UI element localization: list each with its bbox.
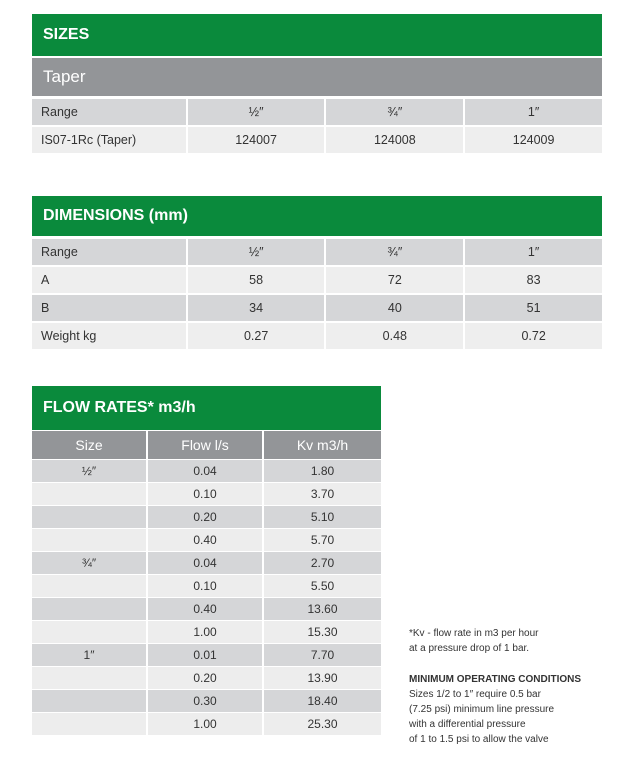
table-cell: [32, 506, 146, 528]
header-cell: Range: [32, 99, 186, 125]
table-cell: [32, 483, 146, 505]
table-cell: [32, 713, 146, 735]
table-row: [32, 644, 381, 666]
table-cell: 40: [326, 295, 463, 321]
operating-conditions-heading: MINIMUM OPERATING CONDITIONS: [409, 674, 582, 685]
footnote: [409, 626, 539, 656]
table-cell: 124007: [188, 127, 325, 153]
header-cell: 1″: [465, 239, 602, 265]
table-header-row: [32, 431, 381, 459]
table-row: [32, 483, 381, 505]
table-cell: 7.70: [264, 644, 381, 666]
table-cell: 0.30: [148, 690, 262, 712]
table-cell: 58: [188, 267, 325, 293]
table-cell: 5.10: [264, 506, 381, 528]
table-row: [32, 295, 602, 321]
operating-conditions-line: (7.25 psi) minimum line pressure: [409, 704, 555, 715]
table-row: [32, 529, 381, 551]
dimensions-title: DIMENSIONS (mm): [32, 196, 602, 236]
table-cell: 0.04: [148, 460, 262, 482]
operating-conditions-line: Sizes 1/2 to 1″ require 0.5 bar: [409, 689, 541, 700]
header-cell: ¾″: [326, 239, 463, 265]
table-cell: 1.80: [264, 460, 381, 482]
table-row: [32, 598, 381, 620]
table-cell: 25.30: [264, 713, 381, 735]
table-cell: [32, 667, 146, 689]
table-row: [32, 506, 381, 528]
table-cell: 0.20: [148, 506, 262, 528]
header-cell: Kv m3/h: [264, 431, 381, 459]
table-cell: 0.04: [148, 552, 262, 574]
table-row: [32, 575, 381, 597]
table-cell: 2.70: [264, 552, 381, 574]
table-row: [32, 690, 381, 712]
header-cell: ½″: [188, 99, 325, 125]
header-cell: Flow l/s: [148, 431, 262, 459]
table-cell: ¾″: [32, 552, 146, 574]
operating-conditions-line: with a differential pressure: [409, 719, 526, 730]
sizes-table: [30, 97, 604, 155]
table-cell: 18.40: [264, 690, 381, 712]
footnote-line: at a pressure drop of 1 bar.: [409, 643, 530, 654]
table-cell: 51: [465, 295, 602, 321]
table-cell: 5.70: [264, 529, 381, 551]
table-cell: 0.01: [148, 644, 262, 666]
header-cell: ½″: [188, 239, 325, 265]
table-cell: 5.50: [264, 575, 381, 597]
table-cell: [32, 575, 146, 597]
table-cell: 0.10: [148, 483, 262, 505]
table-row: [32, 667, 381, 689]
table-cell: 1.00: [148, 713, 262, 735]
table-cell: 3.70: [264, 483, 381, 505]
table-row: [32, 713, 381, 735]
table-cell: 15.30: [264, 621, 381, 643]
table-cell: 0.27: [188, 323, 325, 349]
operating-conditions-line: of 1 to 1.5 psi to allow the valve: [409, 734, 549, 745]
table-cell: 13.90: [264, 667, 381, 689]
table-cell: [32, 529, 146, 551]
header-cell: ¾″: [326, 99, 463, 125]
sizes-subtitle: Taper: [32, 58, 602, 96]
table-cell: 0.40: [148, 529, 262, 551]
table-row: [32, 552, 381, 574]
table-header-row: [32, 99, 602, 125]
table-cell: A: [32, 267, 186, 293]
table-row: [32, 267, 602, 293]
table-cell: 0.40: [148, 598, 262, 620]
table-cell: [32, 690, 146, 712]
table-cell: [32, 621, 146, 643]
dimensions-table: [30, 237, 604, 351]
flow-rates-title: FLOW RATES* m3/h: [32, 386, 381, 430]
table-cell: 13.60: [264, 598, 381, 620]
header-cell: 1″: [465, 99, 602, 125]
table-cell: 124008: [326, 127, 463, 153]
table-cell: Weight kg: [32, 323, 186, 349]
table-cell: 34: [188, 295, 325, 321]
table-cell: 0.72: [465, 323, 602, 349]
footnote-line: *Kv - flow rate in m3 per hour: [409, 628, 539, 639]
header-cell: Range: [32, 239, 186, 265]
table-row: [32, 621, 381, 643]
table-cell: IS07-1Rc (Taper): [32, 127, 186, 153]
table-cell: ½″: [32, 460, 146, 482]
table-cell: [32, 598, 146, 620]
table-cell: 0.48: [326, 323, 463, 349]
table-row: [32, 323, 602, 349]
table-cell: 0.10: [148, 575, 262, 597]
table-cell: 72: [326, 267, 463, 293]
table-cell: 124009: [465, 127, 602, 153]
header-cell: Size: [32, 431, 146, 459]
table-cell: 1″: [32, 644, 146, 666]
table-cell: B: [32, 295, 186, 321]
table-row: [32, 127, 602, 153]
table-header-row: [32, 239, 602, 265]
table-cell: 83: [465, 267, 602, 293]
operating-conditions: [409, 672, 581, 747]
sizes-title: SIZES: [32, 14, 602, 56]
table-cell: 1.00: [148, 621, 262, 643]
table-cell: 0.20: [148, 667, 262, 689]
flow-rates-table: [30, 430, 383, 736]
table-row: [32, 460, 381, 482]
